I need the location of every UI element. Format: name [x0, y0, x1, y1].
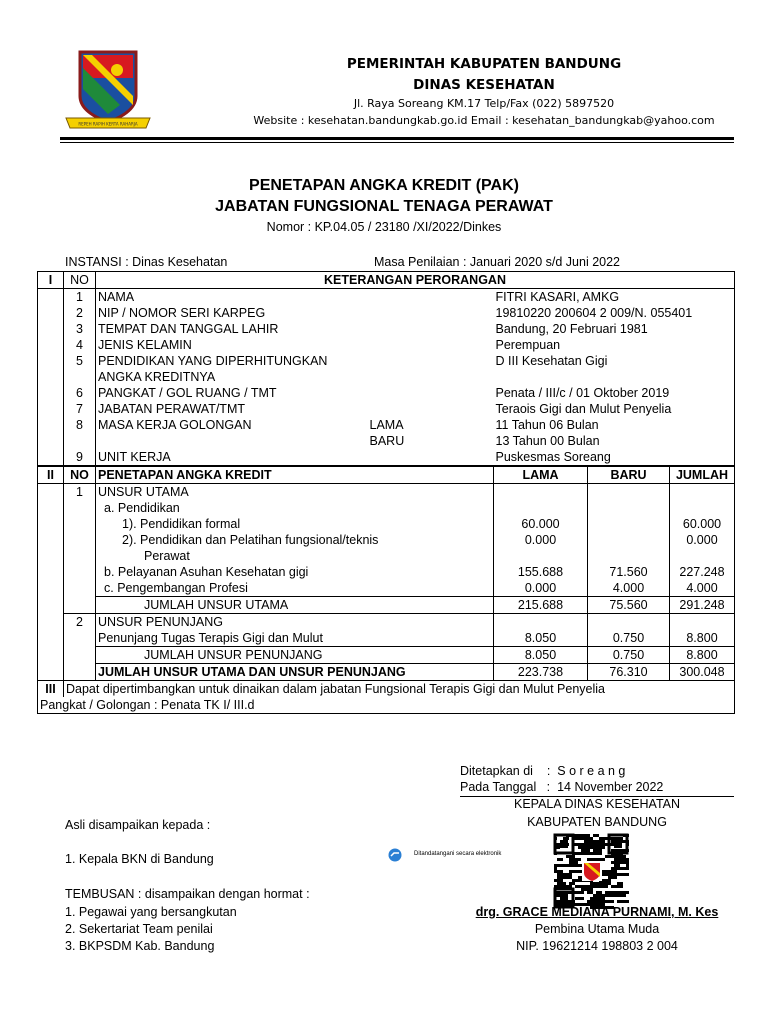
profesi-lama: 0.000 [494, 580, 588, 597]
section1-row-no: 4 [64, 337, 96, 353]
unsur-utama-label: UNSUR UTAMA [96, 484, 494, 501]
pendidikan-row [38, 500, 735, 516]
col-baru: BARU [588, 466, 670, 484]
pendidikan-label: a. Pendidikan [96, 500, 494, 516]
signer-nip: NIP. 19621214 198803 2 004 [516, 939, 678, 953]
penunjang-no: 2 [64, 614, 96, 631]
pend-formal-row [38, 516, 735, 532]
asuhan-row [38, 564, 735, 580]
esign-icon [388, 848, 402, 862]
penunjang-item-row [38, 630, 735, 647]
section1-row-no: 5 [64, 353, 96, 369]
unsur-utama-row [38, 484, 735, 501]
section2-no-label: NO [64, 466, 96, 484]
section1-row-value: 19810220 200604 2 009/N. 055401 [494, 305, 735, 321]
section1-row [38, 353, 735, 369]
pend-formal-jumlah: 60.000 [670, 516, 735, 532]
section1-row-value: Penata / III/c / 01 Oktober 2019 [494, 385, 735, 401]
section1-row-value: Perempuan [494, 337, 735, 353]
penunjang-item-baru: 0.750 [588, 630, 670, 647]
kop-website: Website : kesehatan.bandungkab.go.id Email : kesehatan_bandungkab@yahoo.com [253, 114, 715, 127]
logo [62, 48, 154, 132]
asuhan-label: b. Pelayanan Asuhan Kesehatan gigi [96, 564, 494, 580]
section1-no-label: NO [64, 272, 96, 289]
section1-row-value: Bandung, 20 Februari 1981 [494, 321, 735, 337]
kop-divider-thin [60, 142, 734, 143]
esign-label: Ditandatangani secara elektronik [414, 851, 502, 857]
pend-pelatihan-row [38, 532, 735, 548]
penunjang-row [38, 614, 735, 631]
section1-row-label: PENDIDIKAN YANG DIPERHITUNGKAN [96, 353, 366, 369]
section2-roman: II [38, 466, 64, 484]
jml-penunjang-row [38, 647, 735, 664]
kop-line2: DINAS KESEHATAN [413, 77, 555, 93]
jabatan1: KEPALA DINAS KESEHATAN [513, 797, 681, 811]
section1-row [38, 433, 735, 449]
section1-body [38, 289, 735, 467]
jml-total-baru: 76.310 [588, 664, 670, 681]
col-lama: LAMA [494, 466, 588, 484]
jml-utama-baru: 75.560 [588, 597, 670, 614]
penunjang-item-label: Penunjang Tugas Terapis Gigi dan Mulut [96, 630, 494, 647]
asli-label: Asli disampaikan kepada : [65, 818, 211, 832]
penunjang-item-lama: 8.050 [494, 630, 588, 647]
pak-table [37, 271, 734, 714]
pend-pelatihan-label2: Perawat [96, 548, 494, 564]
section1-row [38, 449, 735, 466]
section1-row-sub [366, 385, 494, 401]
jml-penunjang-jumlah: 8.800 [670, 647, 735, 664]
pend-formal-lama: 60.000 [494, 516, 588, 532]
section1-row-sub [366, 337, 494, 353]
ditetapkan: Ditetapkan di : S o r e a n g [460, 764, 626, 778]
asuhan-jumlah: 227.248 [670, 564, 735, 580]
masa-penilaian: Masa Penilaian : Januari 2020 s/d Juni 2022 [374, 255, 620, 269]
section3-row2 [38, 697, 735, 714]
kepada1: 1. Kepala BKN di Bandung [65, 852, 214, 866]
section1-row-value: 11 Tahun 06 Bulan [494, 417, 735, 433]
profesi-jumlah: 4.000 [670, 580, 735, 597]
section2-header: PENETAPAN ANGKA KREDIT [96, 466, 494, 484]
pend-pelatihan-label: 2). Pendidikan dan Pelatihan fungsional/teknis [96, 532, 494, 548]
section1-row-label: PANGKAT / GOL RUANG / TMT [96, 385, 366, 401]
asuhan-lama: 155.688 [494, 564, 588, 580]
section1-row-value: Teraois Gigi dan Mulut Penyelia [494, 401, 735, 417]
section1-row [38, 417, 735, 433]
asuhan-baru: 71.560 [588, 564, 670, 580]
section1-row-sub [366, 369, 494, 385]
unsur-utama-no: 1 [64, 484, 96, 501]
section3-roman: III [38, 681, 64, 698]
jml-penunjang-lama: 8.050 [494, 647, 588, 664]
kop-line1: PEMERINTAH KABUPATEN BANDUNG [346, 56, 622, 72]
section1-row [38, 337, 735, 353]
qr-code [553, 833, 629, 909]
pend-pelatihan-jumlah: 0.000 [670, 532, 735, 548]
section1-row-no: 1 [64, 289, 96, 306]
section1-row-value: Puskesmas Soreang [494, 449, 735, 466]
section1-row [38, 401, 735, 417]
section1-row-sub [366, 289, 494, 306]
jml-utama-jumlah: 291.248 [670, 597, 735, 614]
section1-row-no: 7 [64, 401, 96, 417]
section1-row-sub: BARU [369, 434, 405, 448]
section2-header-row [38, 466, 735, 484]
instansi: INSTANSI : Dinas Kesehatan [65, 255, 228, 269]
section1-header-row [38, 272, 735, 289]
jabatan2: KABUPATEN BANDUNG [527, 815, 667, 829]
section1-row [38, 321, 735, 337]
jml-utama-label: JUMLAH UNSUR UTAMA [96, 597, 494, 614]
section1-roman: I [38, 272, 64, 289]
section1-row-no: 8 [64, 417, 96, 433]
section3-row [38, 681, 735, 698]
signer-pangkat: Pembina Utama Muda [534, 922, 660, 936]
section1-row-label: MASA KERJA GOLONGAN [96, 417, 366, 433]
title-line1: PENETAPAN ANGKA KREDIT (PAK) [249, 177, 519, 194]
section1-row [38, 289, 735, 306]
pend-formal-label: 1). Pendidikan formal [96, 516, 494, 532]
tembusan-label: TEMBUSAN : disampaikan dengan hormat : [65, 887, 310, 901]
section1-row-value: D III Kesehatan Gigi [494, 353, 735, 369]
tembusan-item-3: 3. BKPSDM Kab. Bandung [65, 939, 215, 953]
section1-row-label: ANGKA KREDITNYA [96, 369, 366, 385]
section1-row-no: 6 [64, 385, 96, 401]
section1-row-no: 9 [64, 449, 96, 466]
pend-formal-baru [588, 516, 670, 532]
tembusan-item-2: 2. Sekertariat Team penilai [65, 922, 213, 936]
section1-row-sub [366, 305, 494, 321]
jml-penunjang-baru: 0.750 [588, 647, 670, 664]
col-jumlah: JUMLAH [670, 466, 735, 484]
section1-row [38, 305, 735, 321]
jml-utama-lama: 215.688 [494, 597, 588, 614]
jml-total-label: JUMLAH UNSUR UTAMA DAN UNSUR PENUNJANG [96, 664, 494, 681]
section1-row-label: JABATAN PERAWAT/TMT [96, 401, 366, 417]
title-line2: JABATAN FUNGSIONAL TENAGA PERAWAT [215, 198, 553, 215]
section3-line2: Pangkat / Golongan : Penata TK I/ III.d [38, 697, 735, 714]
pend-pelatihan-baru [588, 532, 670, 548]
kop-address: Jl. Raya Soreang KM.17 Telp/Fax (022) 5897520 [353, 97, 615, 110]
penunjang-item-jumlah: 8.800 [670, 630, 735, 647]
section1-row-sub [366, 353, 494, 369]
profesi-label: c. Pengembangan Profesi [96, 580, 494, 597]
section1-row-label [96, 433, 366, 449]
jml-total-lama: 223.738 [494, 664, 588, 681]
section1-row [38, 369, 735, 385]
jml-total-row [38, 664, 735, 681]
section1-row-label: NIP / NOMOR SERI KARPEG [96, 305, 366, 321]
section1-row-no: 3 [64, 321, 96, 337]
profesi-row [38, 580, 735, 597]
jml-total-jumlah: 300.048 [670, 664, 735, 681]
section1-row-sub [366, 401, 494, 417]
penunjang-label: UNSUR PENUNJANG [96, 614, 494, 631]
kop-divider [60, 137, 734, 140]
pada-tanggal: Pada Tanggal : 14 November 2022 [460, 780, 664, 794]
pend-pelatihan-row2 [38, 548, 735, 564]
logo-motto: REPEH RAPIH KERTA RAHARJA [78, 121, 138, 127]
section1-row-no [64, 369, 96, 385]
jml-penunjang-label: JUMLAH UNSUR PENUNJANG [96, 647, 494, 664]
section3-line1: Dapat dipertimbangkan untuk dinaikan dalam jabatan Fungsional Terapis Gigi dan Mulut Penyelia [64, 681, 735, 698]
section1-row-sub [366, 321, 494, 337]
section1-row-label: JENIS KELAMIN [96, 337, 366, 353]
nomor: Nomor : KP.04.05 / 23180 /XI/2022/Dinkes [266, 220, 502, 234]
section1-row-no: 2 [64, 305, 96, 321]
section1-row-value [494, 369, 735, 385]
signer-name: drg. GRACE MEDIANA PURNAMI, M. Kes [475, 905, 719, 919]
section1-row-label: UNIT KERJA [96, 449, 366, 466]
profesi-baru: 4.000 [588, 580, 670, 597]
section1-row-no [64, 433, 96, 449]
section1-row-label: TEMPAT DAN TANGGAL LAHIR [96, 321, 366, 337]
tembusan-item-1: 1. Pegawai yang bersangkutan [65, 905, 237, 919]
pend-pelatihan-lama: 0.000 [494, 532, 588, 548]
section1-row-value: 13 Tahun 00 Bulan [494, 433, 735, 449]
section1-row-value: FITRI KASARI, AMKG [494, 289, 735, 306]
section1-header: KETERANGAN PERORANGAN [96, 272, 735, 289]
section1-row-label: NAMA [96, 289, 366, 306]
section1-row-sub: LAMA [369, 418, 404, 432]
section1-row-sub [366, 449, 494, 466]
jml-utama-row [38, 597, 735, 614]
section1-row [38, 385, 735, 401]
